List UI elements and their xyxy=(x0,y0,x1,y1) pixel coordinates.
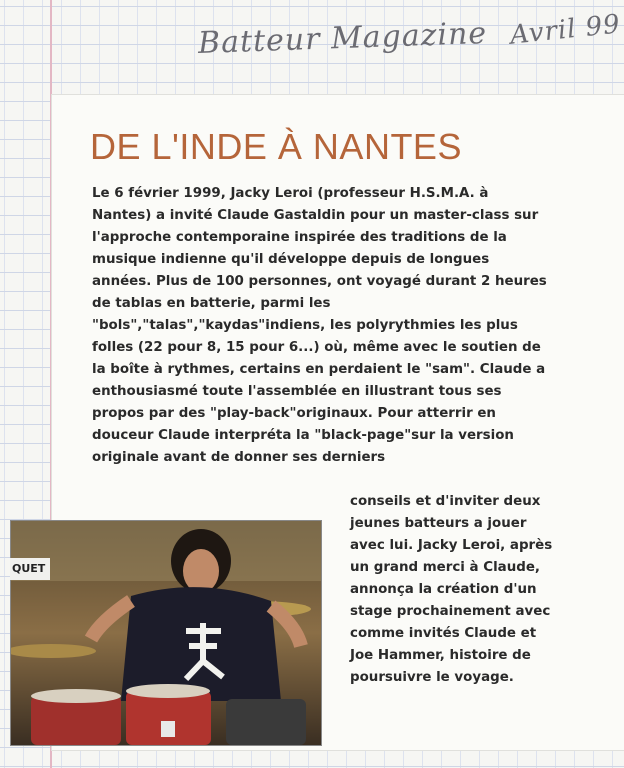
handwritten-source: Batteur Magazine xyxy=(197,15,488,62)
drummer-photo xyxy=(10,520,322,746)
article-body-column: conseils et d'inviter deux jeunes batteurs a jouer avec lui. Jacky Leroi, après un grand merci à Claude, annonça la création d'un stage prochainement avec comme invités Claude et Joe Hammer, histoire de poursuivre le voyage. xyxy=(350,494,553,685)
photo-credit: QUET xyxy=(10,558,50,580)
article-headline: DE L'INDE À NANTES xyxy=(90,126,462,167)
handwritten-annotation xyxy=(0,9,624,65)
handwritten-date: Avril 99 xyxy=(508,9,623,51)
article-body-main: Le 6 février 1999, Jacky Leroi (professeur H.S.M.A. à Nantes) a invité Claude Gastaldin pour un master-class sur l'approche contemporaine inspirée des traditions de la musique indienne qu'il développe depuis de longues années. Plus de 100 personnes, ont voyagé durant 2 heures de tablas en batterie, parmi les "bols","talas","kaydas"indiens, les polyrythmies les plus folles (22 pour 8, 15 pour 6...) où, même avec le soutien de la boîte à rythmes, certains en perdaient le "sam". Claude a enthousiasmé toute l'assemblée en illustrant tous ses propos par des "play-back"originaux. Pour atterrir en douceur Claude interpréta la "black-page"sur la version originale avant de donner ses derniers xyxy=(92,186,547,465)
